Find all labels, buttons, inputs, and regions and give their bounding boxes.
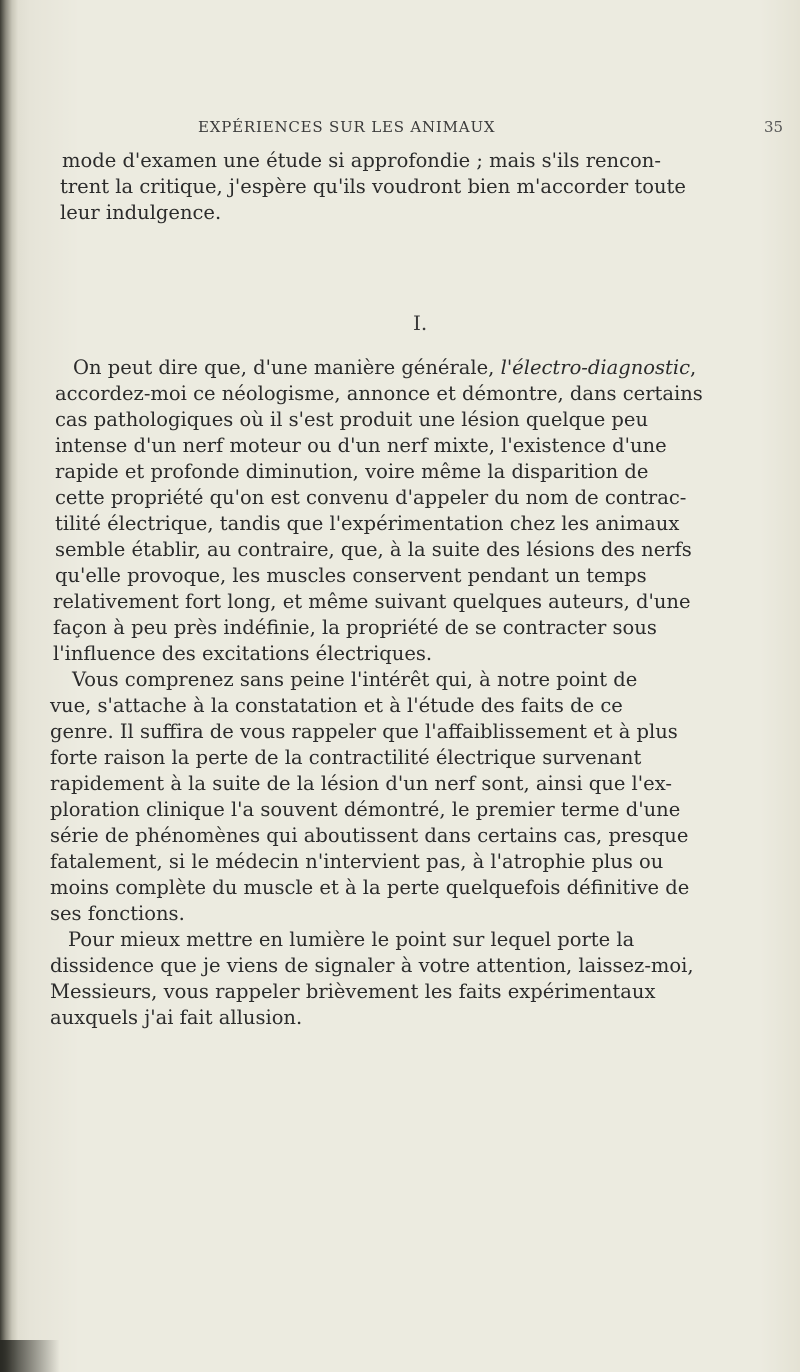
text-line: tilité électrique, tandis que l'expérimentation chez les animaux xyxy=(55,512,680,535)
text-line: vue, s'attache à la constatation et à l'étude des faits de ce xyxy=(50,694,623,717)
text-line: Messieurs, vous rappeler brièvement les faits expérimentaux xyxy=(50,980,656,1003)
text-line: forte raison la perte de la contractilité électrique survenant xyxy=(50,746,642,769)
text-line: ses fonctions. xyxy=(50,902,185,925)
text-line: intense d'un nerf moteur ou d'un nerf mixte, l'existence d'une xyxy=(55,434,667,457)
text-line: trent la critique, j'espère qu'ils voudront bien m'accorder toute xyxy=(60,175,686,198)
text-line: semble établir, au contraire, que, à la suite des lésions des nerfs xyxy=(55,538,692,561)
text-line: fatalement, si le médecin n'intervient pas, à l'atrophie plus ou xyxy=(50,850,664,873)
text-line: moins complète du muscle et à la perte quelquefois définitive de xyxy=(50,876,690,899)
text-line: ploration clinique l'a souvent démontré, le premier terme d'une xyxy=(50,798,681,821)
text-line: genre. Il suffira de vous rappeler que l'affaiblissement et à plus xyxy=(50,720,678,743)
italic-term: l'électro-diagnostic xyxy=(500,356,691,379)
text-line: relativement fort long, et même suivant quelques auteurs, d'une xyxy=(53,590,691,613)
text-segment: On peut dire que, d'une manière générale, xyxy=(73,356,501,379)
text-line: Vous comprenez sans peine l'intérêt qui, à notre point de xyxy=(72,668,638,691)
book-spine-shadow xyxy=(0,0,18,1372)
text-line: l'influence des excitations électriques. xyxy=(53,642,433,665)
running-header xyxy=(0,118,800,140)
text-line: accordez-moi ce néologisme, annonce et démontre, dans certains xyxy=(55,382,703,405)
text-line: leur indulgence. xyxy=(60,201,222,224)
text-line: cette propriété qu'on est convenu d'appeler du nom de contrac- xyxy=(55,486,687,509)
page-number: 35 xyxy=(764,118,784,136)
text-line: auxquels j'ai fait allusion. xyxy=(50,1006,303,1029)
text-line xyxy=(73,355,696,381)
page-corner-shadow xyxy=(0,1340,60,1372)
text-line: façon à peu près indéfinie, la propriété de se contracter sous xyxy=(53,616,657,639)
text-line: qu'elle provoque, les muscles conservent pendant un temps xyxy=(55,564,647,587)
text-line: rapide et profonde diminution, voire même la disparition de xyxy=(55,460,649,483)
text-line: rapidement à la suite de la lésion d'un nerf sont, ainsi que l'ex- xyxy=(50,772,672,795)
text-line: série de phénomènes qui aboutissent dans certains cas, presque xyxy=(50,824,689,847)
text-line: Pour mieux mettre en lumière le point sur lequel porte la xyxy=(68,928,635,951)
text-line: mode d'examen une étude si approfondie ; mais s'ils rencon- xyxy=(62,149,661,172)
text-line: cas pathologiques où il s'est produit une lésion quelque peu xyxy=(55,408,649,431)
text-line: dissidence que je viens de signaler à votre attention, laissez-moi, xyxy=(50,954,694,977)
section-number: I. xyxy=(413,311,428,335)
text-segment: , xyxy=(690,356,697,379)
running-title: EXPÉRIENCES SUR LES ANIMAUX xyxy=(198,118,496,136)
